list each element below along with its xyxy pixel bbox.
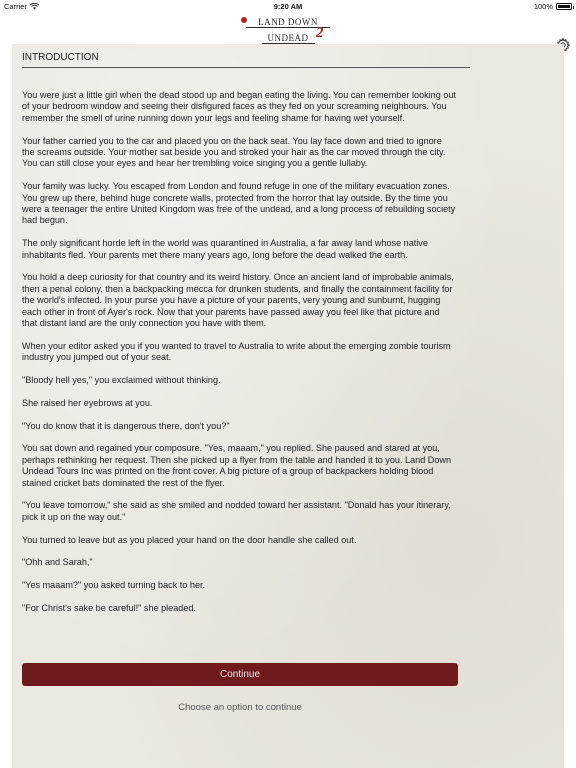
logo-number: 2	[316, 25, 324, 41]
story-paragraph: Your family was lucky. You escaped from London and found refuge in one of the military evacuation zones. You grew up there, behind huge concrete walls, protected from the horror that lay outside. By the time you were a teenager the entire United Kingdom was free of the undead, and a long process of rebuilding society had begun.	[22, 181, 456, 226]
status-bar	[0, 0, 576, 12]
story-paragraph: "Bloody hell yes," you exclaimed without thinking.	[22, 375, 221, 386]
story-paragraph: "You do know that it is dangerous there, don't you?"	[22, 420, 230, 431]
app-header	[0, 12, 576, 44]
carrier-label: Carrier	[4, 2, 27, 11]
story-paragraph: You turned to leave but as you placed your hand on the door handle she called out.	[22, 534, 357, 545]
status-time: 9:20 AM	[273, 2, 303, 11]
story-paragraph: The only significant horde left in the world was quarantined in Australia, a far away land whose native inhabitants fled. Your parents met there many years ago, long before the dead walked the earth.	[22, 238, 428, 260]
story-paragraph: "You leave tomorrow," she said as she smiled and nodded toward her assistant. "Donald has your itinerary, pick it up on the way out."	[22, 500, 451, 522]
continue-button[interactable]: Continue	[22, 663, 458, 686]
battery-icon	[556, 3, 572, 10]
blood-splat-icon	[241, 17, 247, 23]
battery-percent: 100%	[533, 2, 553, 11]
story-paragraph: You hold a deep curiosity for that country and its weird history. Once an ancient land of improbable animals, then a penal colony, then a backpacking mecca for drunken students, and finally the containment facility for the world's infected. In your purse you have a picture of your parents, very young and sunburnt, hugging each other in front of Ayer's rock. Now that your parents have passed away you feel like that picture and that distant land are the only connection you have with them.	[22, 272, 454, 329]
continue-hint: Choose an option to continue	[178, 702, 302, 713]
story-paragraph: You were just a little girl when the dead stood up and began eating the living. You can remember looking out of your bedroom window and seeing their disfigured faces as they fed on your screaming neighbours. You remember the smell of urine running down your legs and feeling shame for having wet yourself.	[22, 90, 456, 123]
story-paragraph: "For Christ's sake be careful!" she pleaded.	[22, 603, 196, 614]
story-panel	[12, 44, 564, 768]
story-paragraph: You sat down and regained your composure. "Yes, maaam," you replied. She paused and stared at you, perhaps rethinking her request. Then she picked up a flyer from the table and handed it to you. Land Down Undead Tours Inc was printed on the front cover. A big picture of a group of backpackers holding blood stained cricket bats dominated the rest of the flyer.	[22, 443, 452, 488]
story-paragraph: When your editor asked you if you wanted to travel to Australia to write about the emerging zombie tourism industry you jumped out of your seat.	[22, 340, 451, 363]
story-paragraph: "Yes maaam?" you asked turning back to her.	[22, 580, 206, 591]
battery-fill	[558, 5, 570, 8]
logo-line1: LAND DOWN	[246, 18, 330, 28]
story-paragraph: "Ohh and Sarah,"	[22, 557, 93, 568]
status-right	[534, 2, 572, 11]
story-text	[22, 90, 456, 626]
story-paragraph: Your father carried you to the car and placed you on the back seat. You lay face down and tried to ignore the screams outside. Your mother sat beside you and stroked your hair as the car moved through the city. You can still close your eyes and hear her trembling voice singing you a gentle lullaby.	[22, 135, 446, 169]
app-logo	[246, 18, 330, 42]
section-title: INTRODUCTION	[22, 52, 470, 68]
logo-line2: UNDEAD	[262, 33, 315, 44]
story-paragraph: She raised her eyebrows at you.	[22, 397, 153, 408]
